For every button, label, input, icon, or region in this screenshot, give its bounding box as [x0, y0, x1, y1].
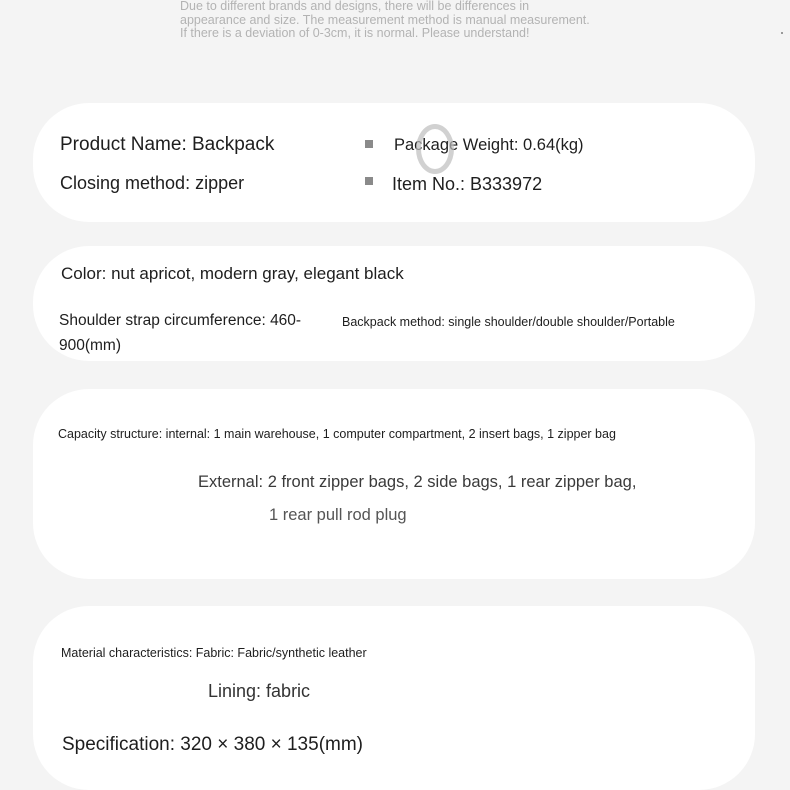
stray-dot-icon: [781, 32, 783, 34]
item-number-text: Item No.: B333972: [392, 174, 543, 194]
square-bullet-icon: [365, 177, 373, 185]
shoulder-strap-line-1: Shoulder strap circumference: 460-: [59, 312, 302, 329]
backpack-method-text: Backpack method: single shoulder/double shoulder/Portable: [342, 315, 675, 329]
product-name-text: Product Name: Backpack: [60, 134, 275, 155]
shoulder-strap-line-2: 900(mm): [59, 337, 122, 354]
measurement-notice: [180, 0, 640, 41]
basic-info-card: [33, 103, 755, 222]
notice-line-1: Due to different brands and designs, there will be differences in: [180, 0, 530, 13]
material-text: Material characteristics: Fabric: Fabric/synthetic leather: [61, 646, 367, 660]
external-line-2: 1 rear pull rod plug: [269, 506, 407, 524]
specification-text: Specification: 320 × 380 × 135(mm): [62, 734, 364, 755]
color-text: Color: nut apricot, modern gray, elegant black: [61, 264, 404, 283]
square-bullet-icon: [365, 140, 373, 148]
external-line-1: External: 2 front zipper bags, 2 side bags, 1 rear zipper bag,: [198, 473, 637, 491]
material-card: [33, 606, 755, 790]
lining-text: Lining: fabric: [208, 681, 311, 701]
closing-method-text: Closing method: zipper: [60, 173, 245, 193]
capacity-internal-text: Capacity structure: internal: 1 main warehouse, 1 computer compartment, 2 insert bags, 1 zipper bag: [58, 427, 616, 441]
capacity-card: [33, 389, 755, 579]
notice-line-3: If there is a deviation of 0-3cm, it is normal. Please understand!: [180, 26, 530, 40]
color-strap-card: [33, 246, 755, 361]
watermark-logo-icon: [416, 124, 454, 174]
notice-line-2: appearance and size. The measurement method is manual measurement.: [180, 12, 590, 27]
package-weight-text: Package Weight: 0.64(kg): [394, 136, 584, 154]
